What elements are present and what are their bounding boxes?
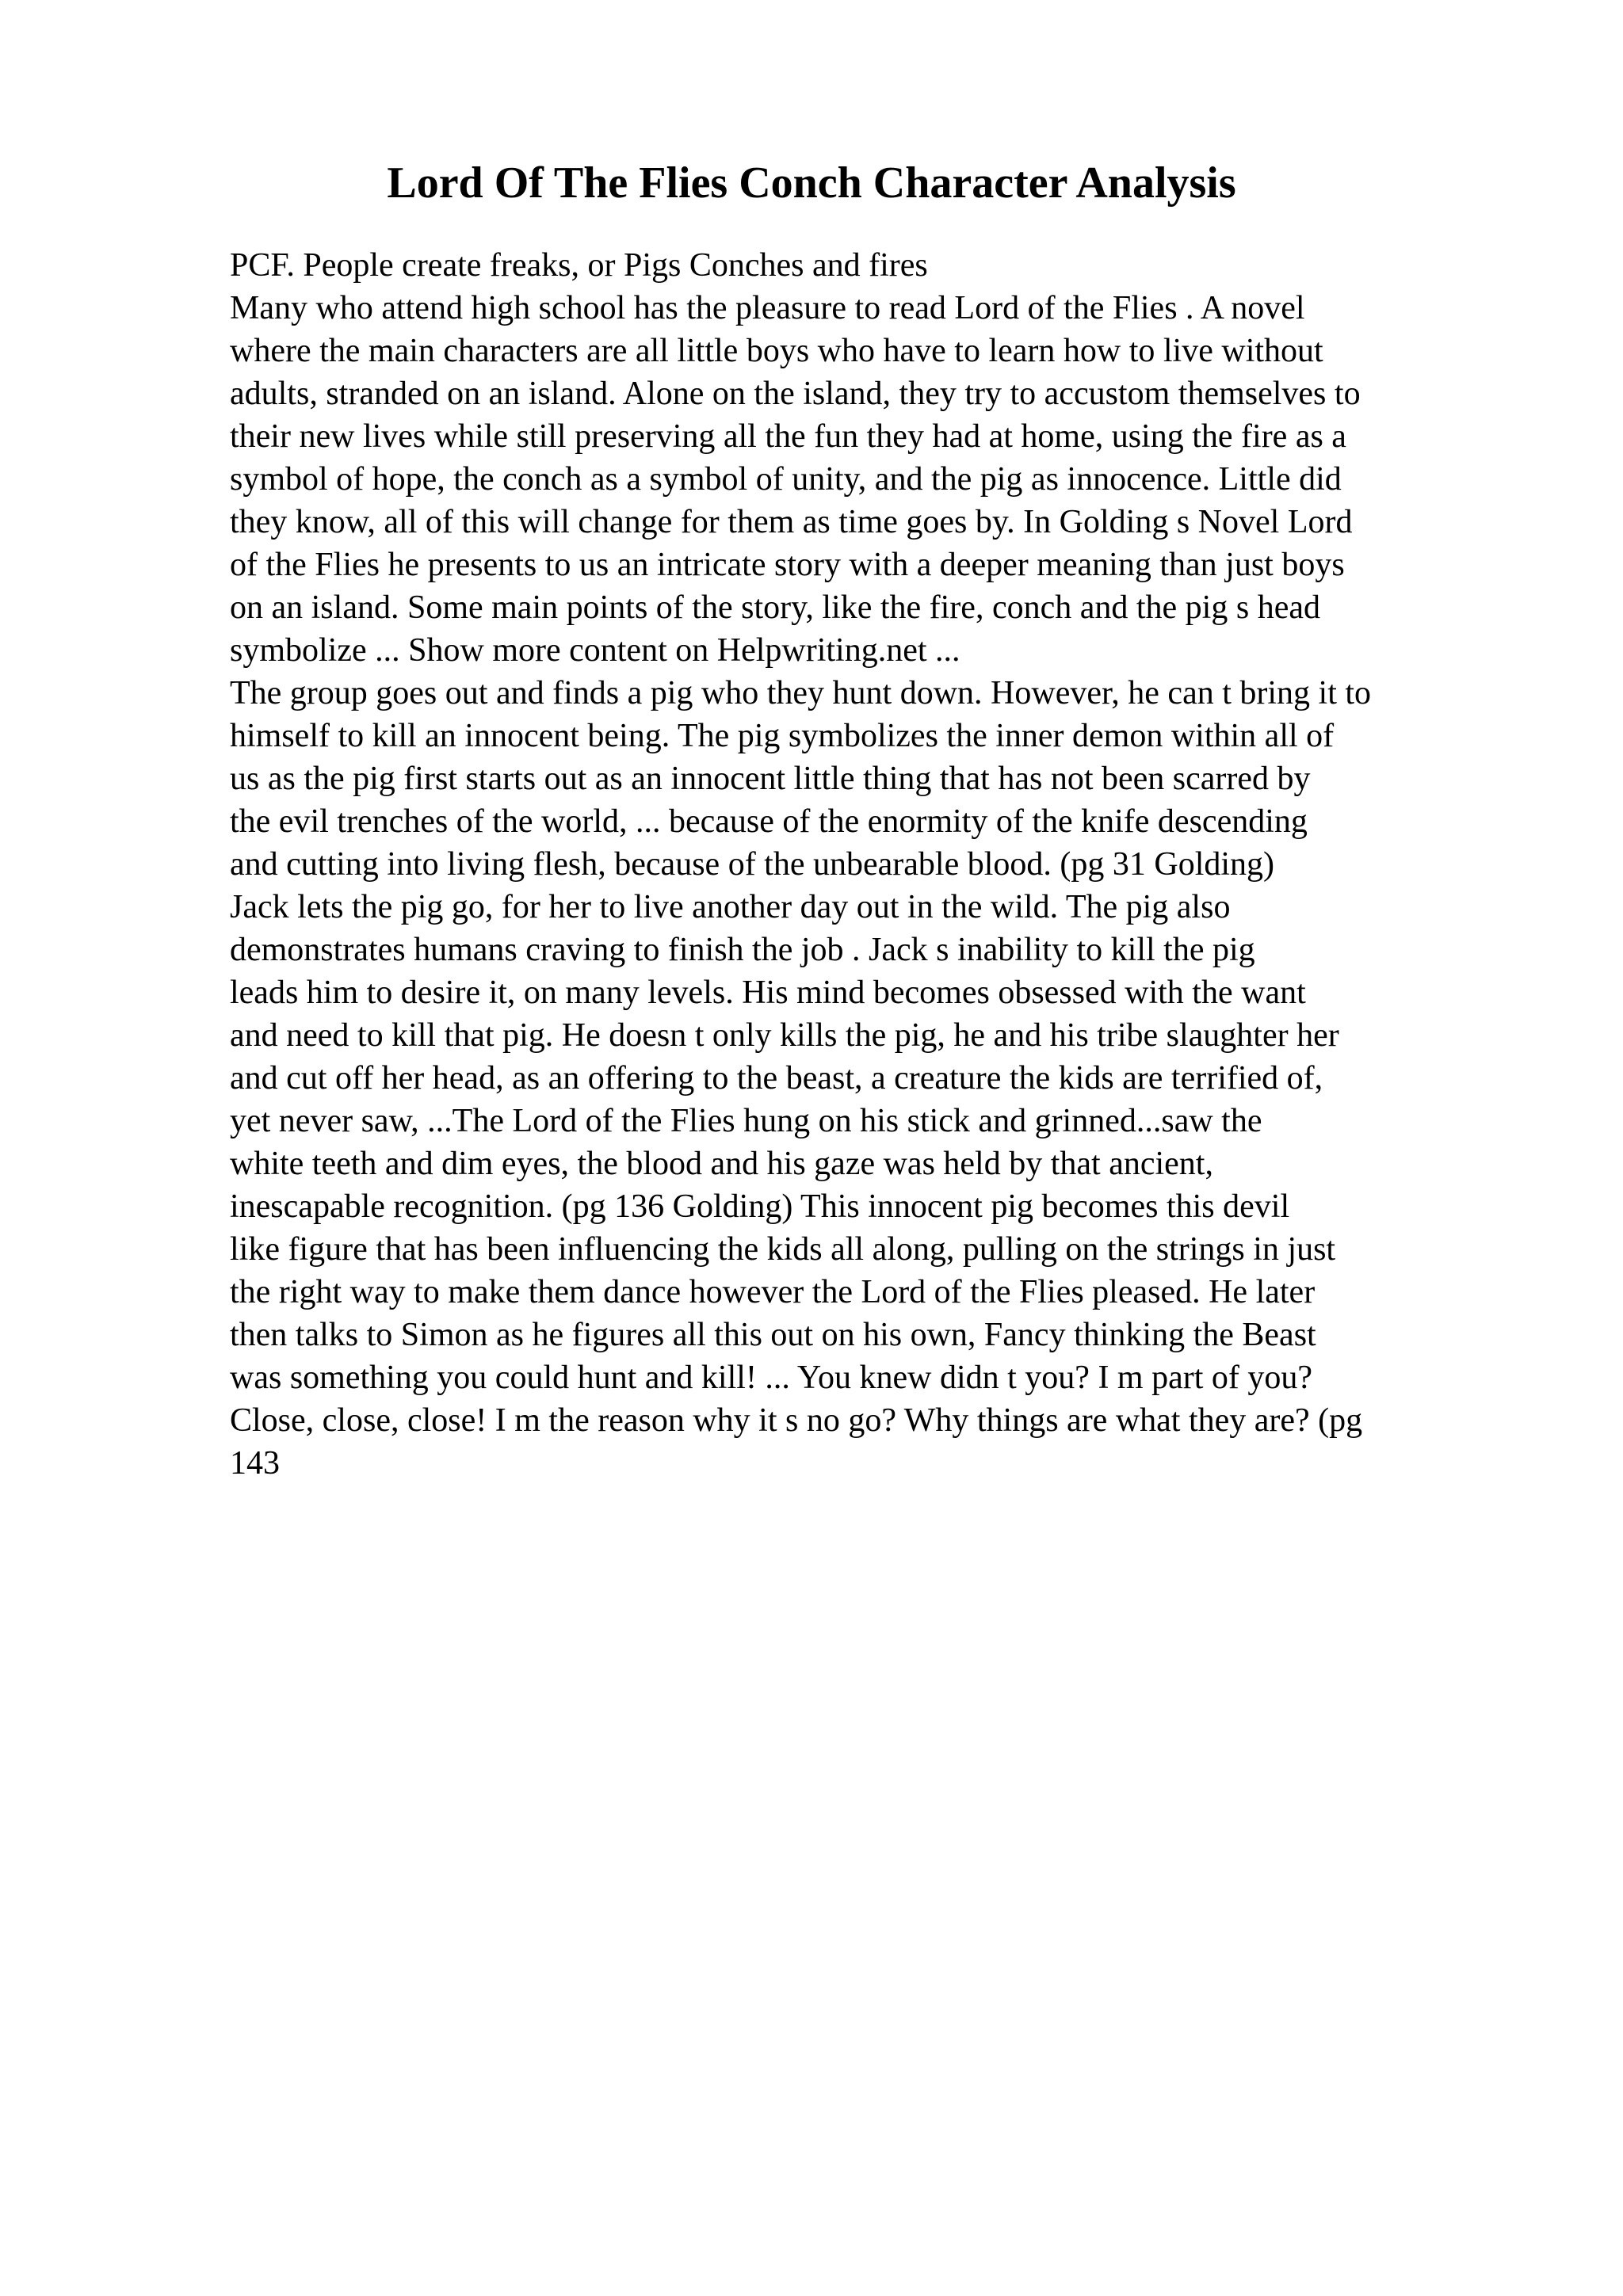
body-line: of the Flies he presents to us an intricate story with a deeper meaning than just boys xyxy=(230,547,1345,583)
body-line: himself to kill an innocent being. The pig symbolizes the inner demon within all of xyxy=(230,718,1335,754)
body-line: PCF. People create freaks, or Pigs Conches and fires xyxy=(230,247,928,284)
body-line: yet never saw, ...The Lord of the Flies hung on his stick and grinned...saw the xyxy=(230,1103,1262,1139)
body-line: symbolize ... Show more content on Helpwriting.net ... xyxy=(230,632,960,669)
body-line: white teeth and dim eyes, the blood and his gaze was held by that ancient, xyxy=(230,1146,1213,1182)
body-line: they know, all of this will change for them as time goes by. In Golding s Novel Lord xyxy=(230,504,1353,540)
body-line: the right way to make them dance however the Lord of the Flies pleased. He later xyxy=(230,1274,1316,1310)
body-line: symbol of hope, the conch as a symbol of unity, and the pig as innocence. Little did xyxy=(230,461,1342,498)
body-line: 143 xyxy=(230,1445,280,1482)
document-title: Lord Of The Flies Conch Character Analysis xyxy=(387,158,1236,208)
body-line: then talks to Simon as he figures all this out on his own, Fancy thinking the Beast xyxy=(230,1317,1316,1353)
body-line: adults, stranded on an island. Alone on the island, they try to accustom themselves to xyxy=(230,376,1361,412)
body-line: inescapable recognition. (pg 136 Golding) This innocent pig becomes this devil xyxy=(230,1188,1290,1225)
body-line: The group goes out and finds a pig who they hunt down. However, he can t bring it to xyxy=(230,675,1372,711)
body-line: demonstrates humans craving to finish the job . Jack s inability to kill the pig xyxy=(230,932,1255,968)
body-line: was something you could hunt and kill! ... You knew didn t you? I m part of you? xyxy=(230,1360,1313,1396)
body-line: the evil trenches of the world, ... because of the enormity of the knife descending xyxy=(230,803,1308,840)
body-line: and cut off her head, as an offering to the beast, a creature the kids are terrified of, xyxy=(230,1060,1323,1097)
body-line: and need to kill that pig. He doesn t only kills the pig, he and his tribe slaughter her xyxy=(230,1017,1339,1054)
body-line: Close, close, close! I m the reason why it s no go? Why things are what they are? (pg xyxy=(230,1402,1363,1439)
body-line: their new lives while still preserving all the fun they had at home, using the fire as a xyxy=(230,418,1346,455)
body-line: and cutting into living flesh, because of the unbearable blood. (pg 31 Golding) xyxy=(230,846,1275,883)
body-line: us as the pig first starts out as an innocent little thing that has not been scarred by xyxy=(230,761,1311,797)
body-line: leads him to desire it, on many levels. His mind becomes obsessed with the want xyxy=(230,974,1306,1011)
body-line: where the main characters are all little boys who have to learn how to live without xyxy=(230,333,1323,369)
body-line: Many who attend high school has the pleasure to read Lord of the Flies . A novel xyxy=(230,290,1305,326)
document-body xyxy=(230,244,1514,1485)
body-line: on an island. Some main points of the story, like the fire, conch and the pig s head xyxy=(230,589,1320,626)
body-line: like figure that has been influencing the kids all along, pulling on the strings in just xyxy=(230,1231,1336,1268)
body-line: Jack lets the pig go, for her to live another day out in the wild. The pig also xyxy=(230,889,1231,925)
